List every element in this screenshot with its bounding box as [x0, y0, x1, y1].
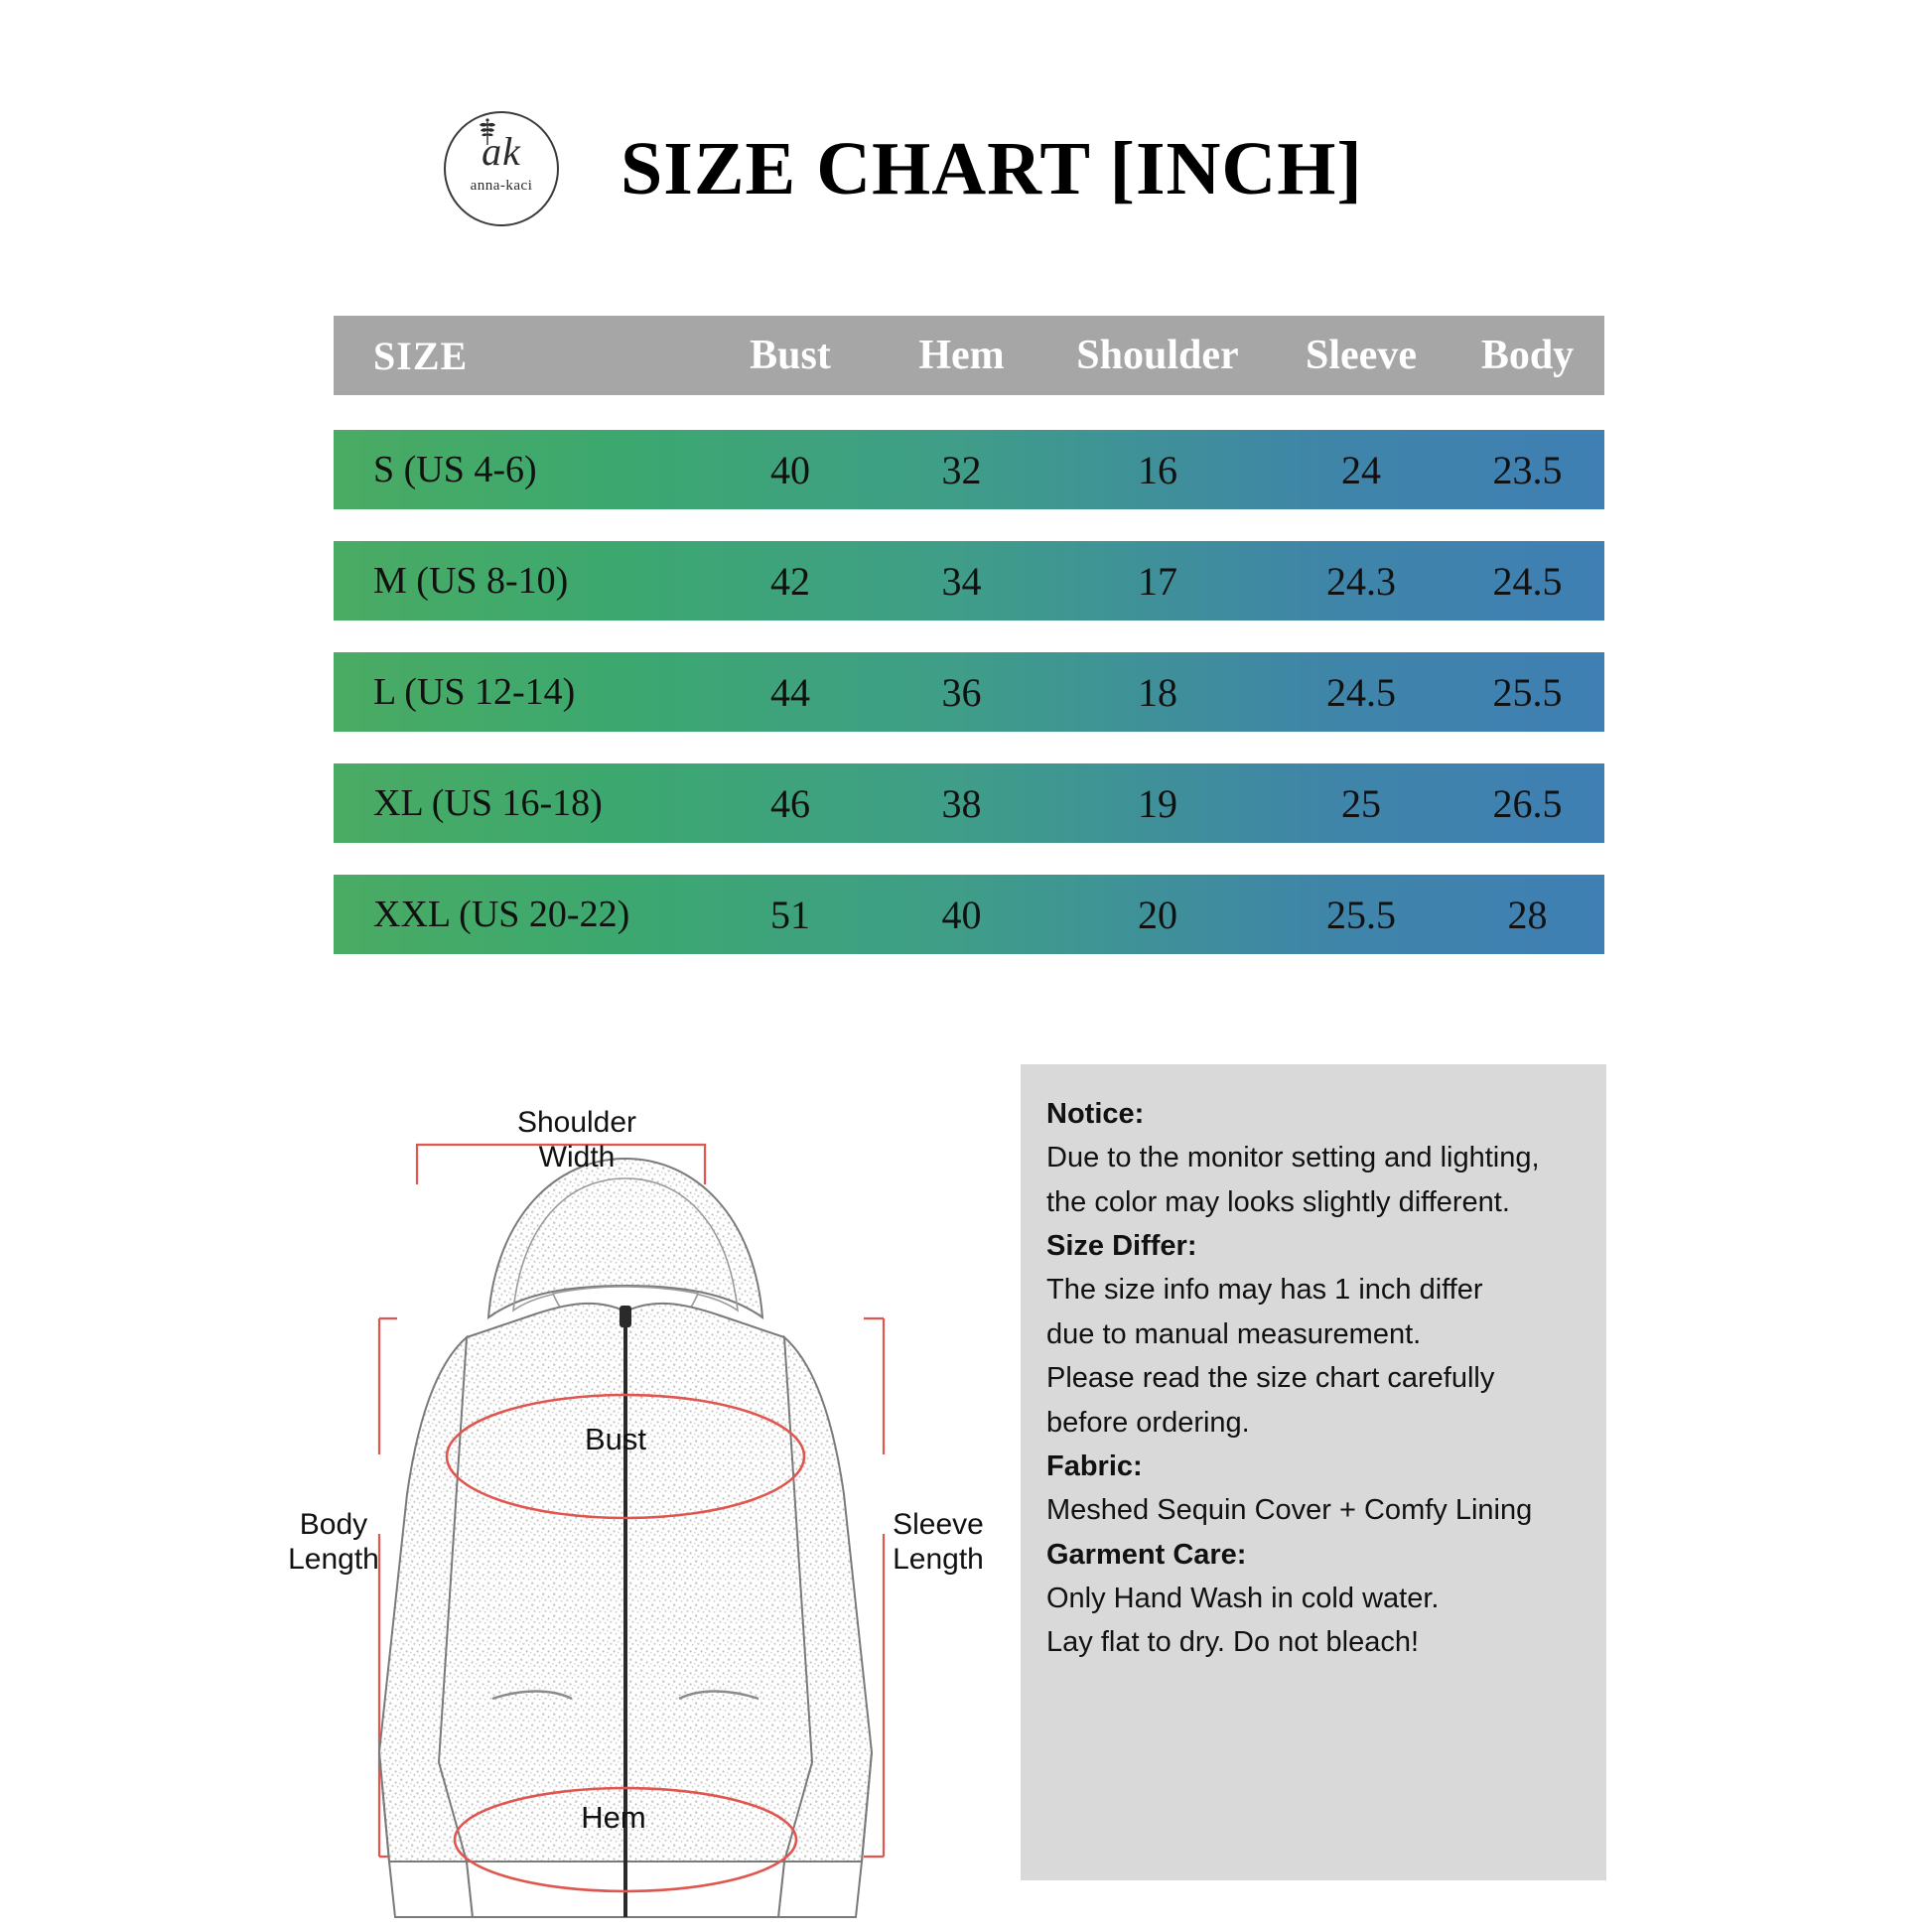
size-chart-table [334, 316, 1604, 986]
bust-label: Bust [584, 1422, 647, 1456]
cell-shoulder: 17 [1138, 558, 1177, 604]
size-differ-line-3: Please read the size chart carefully [1046, 1362, 1495, 1395]
shoulder-width-label [463, 1105, 691, 1175]
garment-care-line-2: Lay flat to dry. Do not bleach! [1046, 1626, 1420, 1659]
measurement-diagram [268, 1067, 993, 1921]
cell-bust: 51 [770, 892, 810, 937]
cell-sleeve: 24.5 [1326, 669, 1396, 715]
fabric-line-1: Meshed Sequin Cover + Comfy Lining [1046, 1494, 1533, 1527]
logo-monogram: ak [482, 129, 521, 174]
body-length-label-line1: Body [299, 1508, 368, 1541]
table-row [334, 763, 1604, 843]
sleeve-length-label-line1: Sleeve [893, 1508, 984, 1541]
garment-care-line-1: Only Hand Wash in cold water. [1046, 1582, 1440, 1614]
column-header-hem: Hem [918, 333, 1005, 378]
cell-size: S (US 4-6) [373, 449, 537, 490]
notice-heading: Notice: [1046, 1098, 1145, 1130]
sleeve-length-label [849, 1507, 1028, 1578]
cell-hem: 38 [941, 780, 982, 826]
cell-body: 24.5 [1492, 558, 1563, 604]
cell-bust: 46 [770, 780, 810, 826]
column-header-size: SIZE [373, 333, 469, 378]
table-row [334, 652, 1604, 732]
size-differ-heading: Size Differ: [1046, 1230, 1197, 1263]
cell-bust: 44 [770, 669, 810, 715]
cell-size: XXL (US 20-22) [373, 894, 630, 935]
size-differ-line-1: The size info may has 1 inch differ [1046, 1274, 1483, 1307]
size-differ-line-4: before ordering. [1046, 1406, 1250, 1439]
garment-care-heading: Garment Care: [1046, 1538, 1247, 1571]
notice-line-1: Due to the monitor setting and lighting, [1046, 1142, 1540, 1174]
cell-bust: 40 [770, 447, 810, 492]
shoulder-width-label-line1: Shoulder [516, 1106, 637, 1139]
logo-brand-name: anna-kaci [470, 178, 533, 194]
cell-shoulder: 20 [1138, 892, 1177, 937]
chart-header [0, 94, 1932, 243]
brand-logo [437, 104, 566, 233]
cell-body: 23.5 [1492, 447, 1563, 492]
shoulder-width-label-line2: Width [538, 1141, 616, 1174]
table-row [334, 430, 1604, 509]
hem-label: Hem [581, 1800, 646, 1835]
cell-hem: 40 [941, 892, 982, 937]
cell-body: 28 [1507, 892, 1548, 937]
column-header-body: Body [1480, 333, 1575, 378]
cell-hem: 32 [941, 447, 982, 492]
cell-sleeve: 25 [1341, 780, 1381, 826]
cell-sleeve: 24.3 [1326, 558, 1396, 604]
cell-hem: 36 [941, 669, 982, 715]
cell-size: XL (US 16-18) [373, 782, 603, 824]
cell-size: L (US 12-14) [373, 671, 576, 713]
cell-sleeve: 24 [1341, 447, 1381, 492]
cell-size: M (US 8-10) [373, 560, 569, 602]
cell-body: 25.5 [1492, 669, 1563, 715]
cell-sleeve: 25.5 [1326, 892, 1396, 937]
body-length-label [244, 1507, 423, 1578]
table-header-row [334, 316, 1604, 395]
cell-shoulder: 18 [1138, 669, 1177, 715]
sleeve-length-label-line2: Length [893, 1543, 984, 1577]
hoodie-illustration [268, 1067, 993, 1921]
cell-shoulder: 19 [1138, 780, 1177, 826]
column-header-sleeve: Sleeve [1306, 333, 1417, 378]
column-header-shoulder: Shoulder [1076, 333, 1239, 378]
table-row [334, 541, 1604, 621]
body-length-label-line2: Length [288, 1543, 379, 1577]
fabric-heading: Fabric: [1046, 1449, 1143, 1482]
table-row [334, 875, 1604, 954]
cell-hem: 34 [941, 558, 982, 604]
size-differ-line-2: due to manual measurement. [1046, 1317, 1422, 1350]
column-header-bust: Bust [750, 333, 831, 378]
cell-bust: 42 [770, 558, 810, 604]
notice-line-2: the color may looks slightly different. [1046, 1185, 1510, 1218]
page-title: SIZE CHART [INCH] [621, 126, 1363, 210]
notice-panel [1021, 1064, 1606, 1880]
bottom-section [0, 1047, 1932, 1931]
cell-body: 26.5 [1492, 780, 1563, 826]
cell-shoulder: 16 [1138, 447, 1177, 492]
